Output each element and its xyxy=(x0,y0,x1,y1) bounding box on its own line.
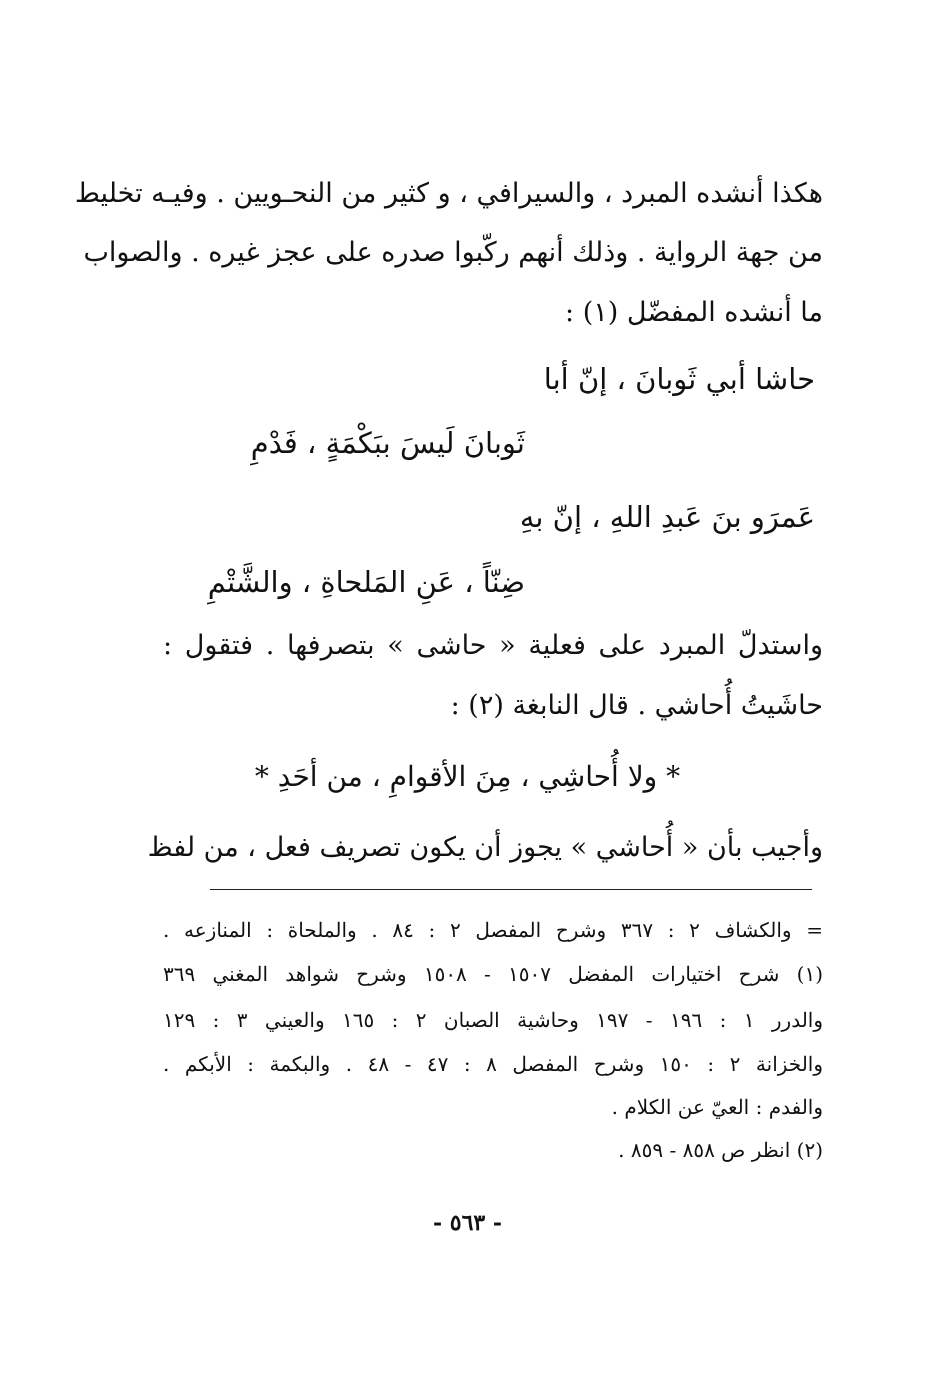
paragraph1-line3: ما أنشده المفضّل (١) : xyxy=(565,297,823,328)
verse1-line4: ضِنّاً ، عَنِ المَلحاةِ ، والشَّتْمِ xyxy=(207,565,525,599)
verse2: * ولا أُحاشِي ، مِنَ الأقوامِ ، من أحَدِ * xyxy=(254,760,681,793)
paragraph1-line1: هكذا أنشده المبرد ، والسيرافي ، و كثير من النحـويين . وفيـه تخليط xyxy=(74,178,823,209)
footnote-continuation: = والكشاف ٢ : ٣٦٧ وشرح المفصل ٢ : ٨٤ . والملحاة : المنازعه . xyxy=(163,918,824,942)
verse1-line2: ثَوبانَ لَيسَ ببَكْمَةٍ ، فَدْمِ xyxy=(250,426,525,460)
verse1-line1: حاشا أبي ثَوبانَ ، إنّ أبا xyxy=(543,362,815,396)
page-number: - ٥٦٣ - xyxy=(432,1210,503,1236)
verse1-line3: عَمرَو بنَ عَبدِ اللهِ ، إنّ بهِ xyxy=(519,500,815,534)
footnote1-line2: والدرر ١ : ١٩٦ - ١٩٧ وحاشية الصبان ٢ : ١٦٥ والعيني ٣ : ١٢٩ xyxy=(163,1008,824,1032)
footnote-separator xyxy=(210,889,812,890)
footnote2: (٢) انظر ص ٨٥٨ - ٨٥٩ . xyxy=(618,1138,823,1162)
footnote1-line1: (١) شرح اختيارات المفضل ١٥٠٧ - ١٥٠٨ وشرح شواهد المغني ٣٦٩ xyxy=(163,962,823,986)
paragraph2-line1: واستدلّ المبرد على فعلية « حاشى » بتصرفها . فتقول : xyxy=(163,630,823,661)
paragraph1-line2: من جهة الرواية . وذلك أنهم ركّبوا صدره على عجز غيره . والصواب xyxy=(83,237,823,268)
footnote1-line3: والخزانة ٢ : ١٥٠ وشرح المفصل ٨ : ٤٧ - ٤٨ . والبكمة : الأبكم . xyxy=(163,1052,824,1076)
footnote1-line4: والفدم : العيّ عن الكلام . xyxy=(611,1095,823,1119)
paragraph3: وأجيب بأن « أُحاشي » يجوز أن يكون تصريف فعل ، من لفظ xyxy=(147,832,823,863)
paragraph2-line2: حاشَيتُ أُحاشي . قال النابغة (٢) : xyxy=(450,690,823,721)
